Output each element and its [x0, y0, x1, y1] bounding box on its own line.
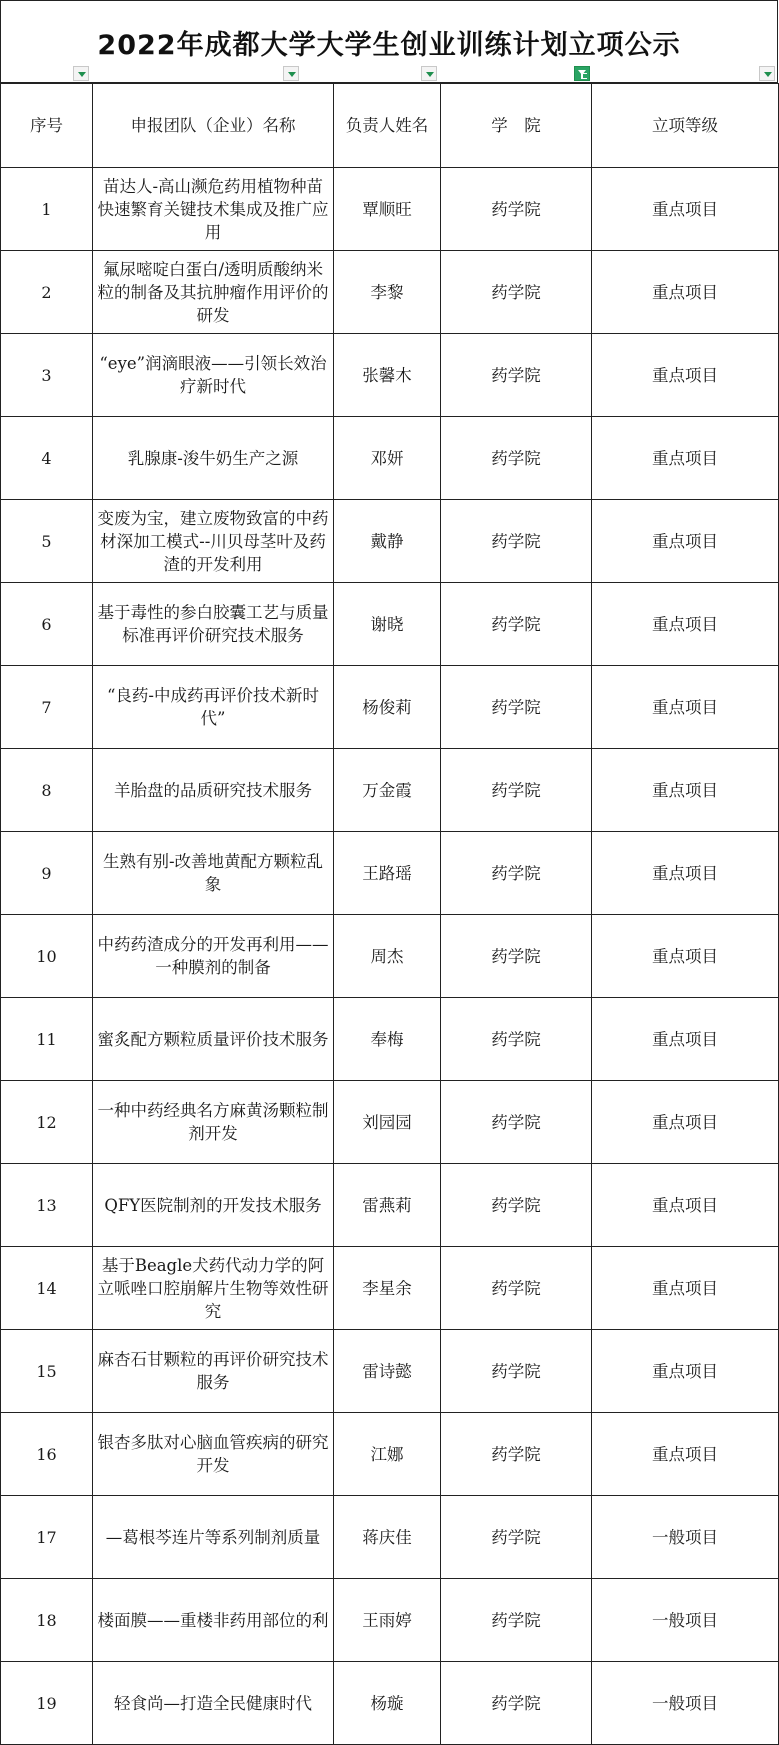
cell-college[interactable]: 药学院 — [441, 168, 592, 251]
cell-leader[interactable]: 邓妍 — [334, 417, 441, 500]
cell-level[interactable]: 重点项目 — [592, 417, 779, 500]
filter-dropdown-icon[interactable] — [421, 66, 437, 81]
table-row — [1, 998, 779, 1081]
cell-no[interactable]: 4 — [1, 417, 93, 500]
cell-team-name[interactable]: QFY医院制剂的开发技术服务 — [93, 1164, 334, 1247]
cell-college[interactable]: 药学院 — [441, 251, 592, 334]
table-row — [1, 500, 779, 583]
table-row — [1, 1247, 779, 1330]
filter-dropdown-icon[interactable] — [283, 66, 299, 81]
table-row — [1, 749, 779, 832]
cell-level[interactable]: 重点项目 — [592, 334, 779, 417]
table-row — [1, 583, 779, 666]
cell-level[interactable]: 重点项目 — [592, 1081, 779, 1164]
cell-leader[interactable]: 奉梅 — [334, 998, 441, 1081]
cell-level[interactable]: 重点项目 — [592, 915, 779, 998]
cell-leader[interactable]: 雷诗懿 — [334, 1330, 441, 1413]
cell-team-name[interactable]: 楼面膜——重楼非药用部位的利 — [93, 1579, 334, 1662]
cell-team-name[interactable]: 蜜炙配方颗粒质量评价技术服务 — [93, 998, 334, 1081]
cell-level[interactable]: 重点项目 — [592, 1330, 779, 1413]
cell-leader[interactable]: 李黎 — [334, 251, 441, 334]
table-row — [1, 915, 779, 998]
cell-level[interactable]: 重点项目 — [592, 583, 779, 666]
cell-college[interactable]: 药学院 — [441, 1164, 592, 1247]
cell-leader[interactable]: 王路瑶 — [334, 832, 441, 915]
cell-no[interactable]: 19 — [1, 1662, 93, 1745]
cell-college[interactable]: 药学院 — [441, 749, 592, 832]
cell-team-name[interactable]: —葛根芩连片等系列制剂质量 — [93, 1496, 334, 1579]
cell-leader[interactable]: 李星余 — [334, 1247, 441, 1330]
cell-team-name[interactable]: 变废为宝，建立废物致富的中药材深加工模式--川贝母茎叶及药渣的开发利用 — [93, 500, 334, 583]
table-row — [1, 832, 779, 915]
cell-college[interactable]: 药学院 — [441, 334, 592, 417]
table-row — [1, 1413, 779, 1496]
cell-level[interactable]: 一般项目 — [592, 1579, 779, 1662]
cell-level[interactable]: 重点项目 — [592, 1164, 779, 1247]
filter-active-icon[interactable] — [574, 66, 590, 81]
cell-team-name[interactable]: 中药药渣成分的开发再利用——一种膜剂的制备 — [93, 915, 334, 998]
page-title: 2022年成都大学大学生创业训练计划立项公示 — [97, 30, 681, 61]
cell-team-name[interactable]: 氟尿嘧啶白蛋白/透明质酸纳米粒的制备及其抗肿瘤作用评价的研发 — [93, 251, 334, 334]
cell-college[interactable]: 药学院 — [441, 832, 592, 915]
cell-no[interactable]: 18 — [1, 1579, 93, 1662]
cell-team-name[interactable]: 生熟有别-改善地黄配方颗粒乱象 — [93, 832, 334, 915]
cell-team-name[interactable]: 一种中药经典名方麻黄汤颗粒制剂开发 — [93, 1081, 334, 1164]
cell-leader[interactable]: 王雨婷 — [334, 1579, 441, 1662]
cell-leader[interactable]: 江娜 — [334, 1413, 441, 1496]
cell-level[interactable]: 重点项目 — [592, 1247, 779, 1330]
cell-no[interactable]: 12 — [1, 1081, 93, 1164]
header-no[interactable]: 序号 — [1, 84, 93, 168]
cell-team-name[interactable]: 乳腺康-浚牛奶生产之源 — [93, 417, 334, 500]
cell-team-name[interactable]: “良药-中成药再评价技术新时代” — [93, 666, 334, 749]
cell-team-name[interactable]: 银杏多肽对心脑血管疾病的研究开发 — [93, 1413, 334, 1496]
cell-college[interactable]: 药学院 — [441, 1496, 592, 1579]
cell-level[interactable]: 重点项目 — [592, 1413, 779, 1496]
cell-level[interactable]: 重点项目 — [592, 666, 779, 749]
cell-level[interactable]: 重点项目 — [592, 251, 779, 334]
cell-no[interactable]: 15 — [1, 1330, 93, 1413]
cell-team-name[interactable]: 苗达人-高山濒危药用植物种苗快速繁育关键技术集成及推广应用 — [93, 168, 334, 251]
cell-college[interactable]: 药学院 — [441, 666, 592, 749]
cell-no[interactable]: 5 — [1, 500, 93, 583]
header-row — [1, 84, 779, 168]
cell-leader[interactable]: 戴静 — [334, 500, 441, 583]
table-row — [1, 417, 779, 500]
cell-team-name[interactable]: 基于Beagle犬药代动力学的阿立哌唑口腔崩解片生物等效性研究 — [93, 1247, 334, 1330]
table-row — [1, 666, 779, 749]
cell-leader[interactable]: 周杰 — [334, 915, 441, 998]
table-row — [1, 1330, 779, 1413]
cell-team-name[interactable]: 羊胎盘的品质研究技术服务 — [93, 749, 334, 832]
table-row — [1, 1662, 779, 1745]
header-level[interactable]: 立项等级 — [592, 84, 779, 168]
cell-no[interactable]: 11 — [1, 998, 93, 1081]
header-leader[interactable]: 负责人姓名 — [334, 84, 441, 168]
cell-college[interactable]: 药学院 — [441, 1662, 592, 1745]
cell-college[interactable]: 药学院 — [441, 1081, 592, 1164]
table-row — [1, 1496, 779, 1579]
cell-no[interactable]: 6 — [1, 583, 93, 666]
cell-team-name[interactable]: 基于毒性的参白胶囊工艺与质量标准再评价研究技术服务 — [93, 583, 334, 666]
cell-college[interactable]: 药学院 — [441, 500, 592, 583]
cell-college[interactable]: 药学院 — [441, 998, 592, 1081]
table-row — [1, 1081, 779, 1164]
cell-level[interactable]: 重点项目 — [592, 500, 779, 583]
cell-leader[interactable]: 杨璇 — [334, 1662, 441, 1745]
cell-leader[interactable]: 蒋庆佳 — [334, 1496, 441, 1579]
cell-no[interactable]: 1 — [1, 168, 93, 251]
header-college[interactable]: 学 院 — [441, 84, 592, 168]
cell-leader[interactable]: 万金霞 — [334, 749, 441, 832]
cell-no[interactable]: 2 — [1, 251, 93, 334]
project-table — [0, 83, 779, 1745]
title-row — [0, 0, 778, 83]
table-row — [1, 1579, 779, 1662]
cell-no[interactable]: 17 — [1, 1496, 93, 1579]
cell-level[interactable]: 一般项目 — [592, 1496, 779, 1579]
cell-leader[interactable]: 谢晓 — [334, 583, 441, 666]
cell-no[interactable]: 7 — [1, 666, 93, 749]
header-team-name[interactable]: 申报团队（企业）名称 — [93, 84, 334, 168]
table-row — [1, 168, 779, 251]
filter-dropdown-icon[interactable] — [759, 66, 775, 81]
cell-level[interactable]: 重点项目 — [592, 749, 779, 832]
filter-dropdown-icon[interactable] — [73, 66, 89, 81]
cell-leader[interactable]: 雷燕莉 — [334, 1164, 441, 1247]
cell-no[interactable]: 9 — [1, 832, 93, 915]
cell-no[interactable]: 14 — [1, 1247, 93, 1330]
cell-college[interactable]: 药学院 — [441, 1330, 592, 1413]
cell-level[interactable]: 重点项目 — [592, 168, 779, 251]
cell-level[interactable]: 重点项目 — [592, 998, 779, 1081]
cell-leader[interactable]: 张馨木 — [334, 334, 441, 417]
cell-team-name[interactable]: 麻杏石甘颗粒的再评价研究技术服务 — [93, 1330, 334, 1413]
cell-college[interactable]: 药学院 — [441, 417, 592, 500]
table-row — [1, 334, 779, 417]
cell-no[interactable]: 8 — [1, 749, 93, 832]
cell-leader[interactable]: 覃顺旺 — [334, 168, 441, 251]
cell-team-name[interactable]: “eye”润滴眼液——引领长效治疗新时代 — [93, 334, 334, 417]
cell-leader[interactable]: 杨俊莉 — [334, 666, 441, 749]
cell-college[interactable]: 药学院 — [441, 583, 592, 666]
cell-no[interactable]: 13 — [1, 1164, 93, 1247]
cell-level[interactable]: 一般项目 — [592, 1662, 779, 1745]
cell-leader[interactable]: 刘园园 — [334, 1081, 441, 1164]
cell-college[interactable]: 药学院 — [441, 915, 592, 998]
cell-no[interactable]: 3 — [1, 334, 93, 417]
table-row — [1, 1164, 779, 1247]
cell-no[interactable]: 16 — [1, 1413, 93, 1496]
cell-college[interactable]: 药学院 — [441, 1579, 592, 1662]
table-row — [1, 251, 779, 334]
cell-no[interactable]: 10 — [1, 915, 93, 998]
cell-level[interactable]: 重点项目 — [592, 832, 779, 915]
cell-college[interactable]: 药学院 — [441, 1413, 592, 1496]
cell-college[interactable]: 药学院 — [441, 1247, 592, 1330]
cell-team-name[interactable]: 轻食尚—打造全民健康时代 — [93, 1662, 334, 1745]
